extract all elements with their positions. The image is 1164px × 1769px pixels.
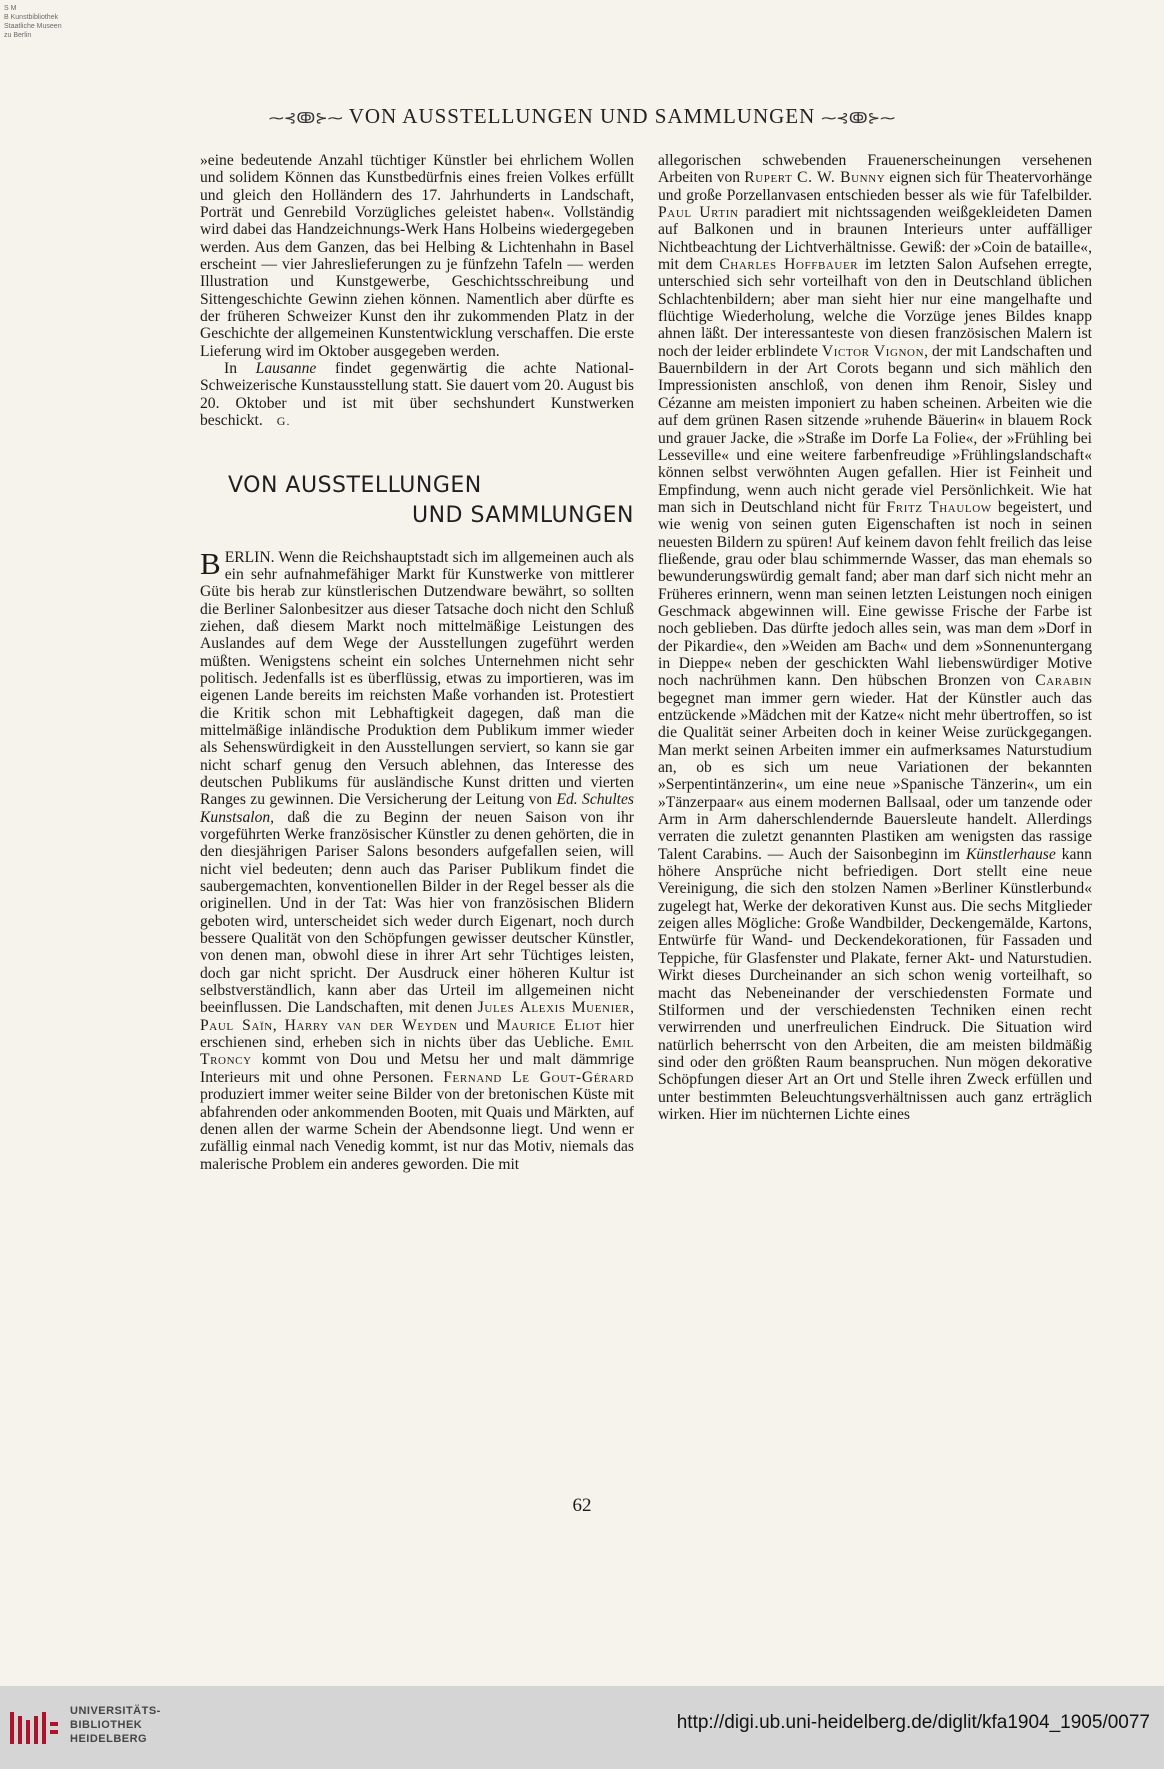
university-logo-icon — [8, 1708, 60, 1748]
page-number: 62 — [572, 1495, 592, 1516]
paragraph-lausanne: In Lausanne findet gegenwärtig die achte National-Schweizerische Kunstausstellung statt. Sie dauert vom 20. August bis 20. Oktober und ist mit über sechshundert Kunstwerken beschickt. G. — [200, 360, 634, 430]
logo-text: UNIVERSITÄTS- BIBLIOTHEK HEIDELBERG — [70, 1705, 161, 1745]
section-title: VON AUSSTELLUNGEN UND SAMMLUNGEN — [228, 472, 634, 528]
library-stamp: S M B Kunstbibliothek Staatliche Museen zu Berlin — [4, 5, 62, 39]
source-url-link[interactable]: http://digi.ub.uni-heidelberg.de/diglit/kfa1904_1905/0077 — [676, 1712, 1150, 1733]
paragraph-continued: allegorischen schwebenden Frauenerscheinungen versehenen Arbeiten von Rupert C. W. Bunny eignen sich für Theatervorhänge und große Porzellanvasen entschieden besser als wie für Tafelbilder. Paul Urtin paradiert mit nichtssagenden weißgekleideten Damen auf Balkonen und in braunen Interieurs unter auffälliger Nichtbeachtung der Lichtverhältnisse. Gewiß: der »Coin de bataille«, mit dem Charles Hoffbauer im letzten Salon Aufsehen erregte, unterschied sich sehr vorteilhaft von den in Deutschland üblichen Schlachtenbildern; aber man sieht hier nur eine mangelhafte und flüchtige Wiederholung, welche die Vorzüge jenes Bildes knapp ahnen läßt. Der interessanteste von diesen französischen Malern ist noch der leider erblindete Victor Vignon, der mit Landschaften und Bauernbildern in der Art Corots begann und sich mählich den Impressionisten anschloß, von denen ihm Renoir, Sisley und Cézanne am meisten imponiert zu haben scheinen. Arbeiten wie die auf dem grünen Rasen sitzende »ruhende Bäuerin« in blauem Rock und grauer Jacke, die »Straße im Dorfe La Folie«, der »Frühling bei Lesseville« und eine weitere farbenfreudige »Frühlingslandschaft« können selbst verwöhnten Augen gefallen. Hier ist Feinheit und Empfindung, wenn auch nicht gerade viel Persönlichkeit. Wie hat man sich in Deutschland nicht für Fritz Thaulow begeistert, und wie wenig von seinen guten Eigenschaften ist noch in seinen neuesten Bildern zu spüren! Auf keinem davon fehlt freilich das leise fließende, grau oder blau schimmernde Wasser, das man ehemals so bewunderungswürdig gemalt fand; aber man darf sich nicht mehr an Früheres erinnern, wenn man seinen letzten Leistungen noch einigen Geschmack abgewinnen will. Eine gewisse Frische der Farbe ist noch geblieben. Das dürfte jedoch alles sein, was man dem »Dorf in der Pikardie«, den »Weiden am Bach« und dem »Sonnenuntergang in Dieppe« neben der geschickten Wahl liebenswürdiger Motive noch nachrühmen kann. Den hübschen Bronzen von Carabin begegnet man immer gern wieder. Hat der Künstler auch das entzückende »Mädchen mit der Katze« nicht mehr übertroffen, so ist die Qualität seiner Arbeiten doch in keiner Weise zurückgegangen. Man merkt seinen Arbeiten immer ein aufmerksames Naturstudium an, ob es sich um neue Variationen der bekannten »Serpentintänzerin«, um eine neue »Spanische Tänzerin«, um ein »Tänzerpaar« aus einem modernen Ballsaal, oder um tanzende oder Arm in Arm daherschlendernde Bauersleute handelt. Allerdings verraten die zuletzt genannten Plastiken am wenigsten das rassige Talent Carabins. — Auch der Saisonbeginn im Künstlerhause kann höhere Ansprüche nicht befriedigen. Dort stellt eine neue Vereinigung, die sich den stolzen Namen »Berliner Künstlerbund« zugelegt hat, Werke der dekorativen Kunst aus. Die sechs Mitglieder zeigen alles Mögliche: Große Wandbilder, Deckengemälde, Kartons, Entwürfe für Wand- und Deckendekorationen, für Fassaden und Teppiche, für Glasfenster und Plakate, ferner Akt- und Naturstudien. Wirkt dieses Durcheinander an sich schon wenig vorteilhaft, so macht das Nebeneinander der verschiedensten Formate und Stilformen und der verschiedensten Techniken einen recht verwirrenden und unerfreulichen Eindruck. Die Situation wird natürlich beherrscht von den Arbeiten, die am meisten bildmäßig sind oder den größten Raum beanspruchen. Nun mögen dekorative Schöpfungen dieser Art an Ort und Stelle ihren Zweck erfüllen und unter bestimmten Beleuchtungsverhältnissen auch ganz erträglich wirken. Hier im nüchternen Lichte eines — [658, 152, 1093, 1123]
author-signature: G. — [276, 414, 291, 429]
running-head — [0, 104, 1164, 129]
right-column — [658, 152, 1092, 1123]
right-ornament-icon: ⁓⊰ↂ⊱⁓ — [821, 111, 896, 127]
paragraph-berlin: BERLIN. Wenn die Reichshauptstadt sich im allgemeinen auch als ein sehr aufnahmefähiger Markt für Kunstwerke von mittlerer Güte bis herab zur künstlerischen Dutzendware bewährt, so sollten die Berliner Salonbesitzer aus dieser Tatsache doch nicht den Schluß ziehen, daß diesem Markt noch mittelmäßige Leistungen des Auslandes auf dem Wege der Ausstellungen zugeführt werden müßten. Wenigstens scheint ein solches Unternehmen nicht sehr politisch. Jedenfalls ist es überflüssig, etwas zu importieren, was im eigenen Lande bereits im reichsten Maße vorhanden ist. Protestiert die Kritik schon mit Lebhaftigkeit dagegen, daß man die mittelmäßige inländische Produktion dem Publikum immer wieder als Sehenswürdigkeit in den Ausstellungen serviert, so kann sie gar nicht scharf genug den Versuch ablehnen, das Interesse des deutschen Publikums für ausländische Kunst dritten und vierten Ranges zu gewinnen. Die Versicherung der Leitung von Ed. Schultes Kunstsalon, daß die zu Beginn der neuen Saison von ihr vorgeführten Werke französischer Künstler zu denen gehörten, die in den diesjährigen Pariser Salons besonders aufgefallen seien, will nicht viel bedeuten; denn auch das Pariser Publikum findet die saubergemachten, konventionellen Bilder in der Regel besser als die originellen. Und in der Tat: Was hier von französischen Blidern geboten wird, unterscheidet sich weder durch Eigenart, noch durch bessere Qualität von den Schöpfungen gewisser deutscher Künstler, von denen man, obwohl diese in ihrer Art sehr Tüchtiges leisten, doch gar nicht spricht. Der Ausdruck einer höheren Kultur ist selbstverständlich, kann aber das Urteil im allgemeinen nicht beeinflussen. Die Landschaften, mit denen Jules Alexis Muenier, Paul Saïn, Harry van der Weyden und Maurice Eliot hier erschienen sind, erheben sich in nichts über das Uebliche. Emil Troncy kommt von Dou und Metsu her und malt dämmrige Interieurs mit und ohne Personen. Fernand Le Gout-Gérard produziert immer weiter seine Bilder von der bretonischen Küste mit abfahrenden oder ankommenden Booten, mit Quais und Märkten, auf denen allen der warme Schein der Abendsonne liegt. Und wenn er zufällig einmal nach Venedig kommt, ist nur das Motiv, niemals das malerische Problem ein anderes geworden. Die mit — [200, 545, 634, 1173]
paragraph-swiss-art: »eine bedeutende Anzahl tüchtiger Künstler bei ehrlichem Wollen und solidem Können das Kunstbedürfnis eines freien Volkes erfüllt und gleich den Holländern des 17. Jahrhunderts in Landschaft, Porträt und Genrebild Vorzügliches geleistet haben«. Vollständig wird dabei das Handzeichnungs-Werk Hans Holbeins wiedergegeben werden. Aus dem Ganzen, das bei Helbing & Lichtenhahn in Basel erscheint — vier Jahreslieferungen zu je fünfzehn Tafeln — werden Illustration und Kunstgewerbe, Geschichtsschreibung und Sittengeschichte Gewinn ziehen können. Namentlich aber dürfte es der früheren Schweizer Kunst den ihr zukommenden Platz in der Geschichte der allgemeinen Kunstentwicklung verschaffen. Die erste Lieferung wird im Oktober ausgegeben werden. — [200, 152, 634, 360]
drop-cap: B — [200, 545, 221, 581]
running-head-text: VON AUSSTELLUNGEN UND SAMMLUNGEN — [348, 104, 816, 128]
left-column — [200, 152, 634, 1173]
left-ornament-icon: ⁓⊰ↂ⊱⁓ — [268, 111, 343, 127]
footer-bar — [0, 1686, 1164, 1769]
